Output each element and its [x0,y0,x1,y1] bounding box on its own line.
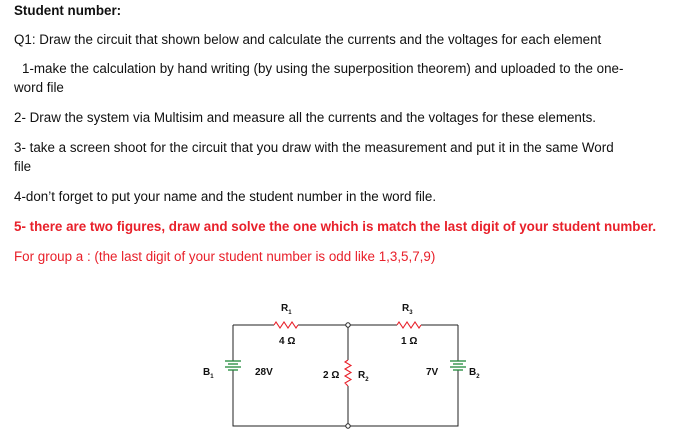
question-1: Q1: Draw the circuit that shown below and calculate the currents and the voltages for each element [14,32,602,47]
b1-label: $B_1$ [203,367,214,380]
instruction-2: 2- Draw the system via Multisim and measure all the currents and the voltages for these elements. [14,110,597,125]
resistor-r3 [397,303,421,347]
instruction-1-line-1: 1-make the calculation by hand writing (by using the superposition theorem) and uploaded to the one- [22,61,624,76]
r3-value: 1 Ω [401,336,418,347]
r2-label: $R_2$ [358,370,369,383]
battery-b2 [426,361,480,380]
battery-b1 [203,361,273,380]
instruction-3-line-2: file [14,159,32,174]
b1-value: 28V [255,367,273,378]
instruction-5: 5- there are two figures, draw and solve the one which is match the last digit of your student number. [14,219,657,234]
r1-label: $R_1$ [281,303,292,316]
instruction-1-line-2: word file [14,80,64,95]
student-number-heading: Student number: [14,3,122,18]
r3-label: $R_3$ [402,303,413,316]
circuit-diagram [180,292,480,438]
r2-value: 2 Ω [323,370,340,381]
r1-value: 4 Ω [279,336,296,347]
instruction-4: 4-don’t forget to put your name and the student number in the word file. [14,189,437,204]
instruction-3-line-1: 3- take a screen shoot for the circuit that you draw with the measurement and put it in the same Word [14,140,614,155]
b2-value: 7V [426,367,439,378]
resistor-r2 [323,360,369,386]
group-a-note: For group a : (the last digit of your student number is odd like 1,3,5,7,9) [14,249,436,264]
b2-label: $B_2$ [469,367,480,380]
resistor-r1 [274,303,298,347]
